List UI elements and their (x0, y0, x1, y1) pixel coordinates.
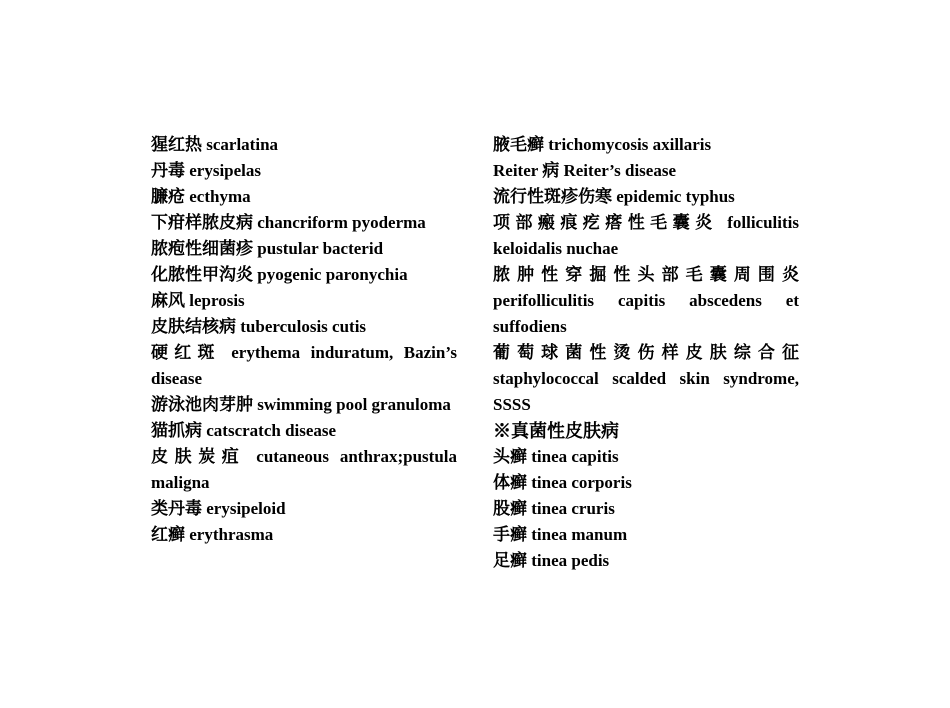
term-entry: 脓肿性穿掘性头部毛囊周围炎 perifolliculitis capitis abscedens et suffodiens (493, 265, 799, 336)
term-entry: 下疳样脓皮病 chancriform pyoderma (151, 213, 426, 232)
section-heading: ※真菌性皮肤病 (493, 421, 619, 441)
term-entry: 游泳池肉芽肿 swimming pool granuloma (151, 395, 451, 414)
term-entry: 葡萄球菌性烫伤样皮肤综合征 staphylococcal scalded skin syndrome, SSSS (493, 343, 799, 414)
left-term-column (151, 132, 457, 548)
term-entry: 项部瘢痕疙瘩性毛囊炎 folliculitis keloidalis nuchae (493, 213, 799, 258)
term-entry: 腋毛癣 trichomycosis axillaris (493, 135, 712, 154)
term-entry: 头癣 tinea capitis (493, 447, 619, 466)
term-entry: 红癣 erythrasma (151, 525, 274, 544)
term-entry: 硬红斑 erythema induratum, Bazin’s disease (151, 343, 457, 388)
term-entry: Reiter 病 Reiter’s disease (493, 161, 676, 180)
term-entry: 流行性斑疹伤寒 epidemic typhus (493, 187, 735, 206)
term-entry: 类丹毒 erysipeloid (151, 499, 286, 518)
term-entry: 足癣 tinea pedis (493, 551, 610, 570)
term-entry: 手癣 tinea manum (493, 525, 628, 544)
term-entry: 股癣 tinea cruris (493, 499, 615, 518)
term-entry: 丹毒 erysipelas (151, 161, 262, 180)
term-entry: 脓疱性细菌疹 pustular bacterid (151, 239, 384, 258)
term-entry: 猫抓病 catscratch disease (151, 421, 337, 440)
right-term-column (493, 132, 799, 574)
term-entry: 化脓性甲沟炎 pyogenic paronychia (151, 265, 408, 284)
term-entry: 体癣 tinea corporis (493, 473, 632, 492)
term-entry: 猩红热 scarlatina (151, 135, 279, 154)
term-entry: 皮肤炭疽 cutaneous anthrax;pustula maligna (151, 447, 457, 492)
term-entry: 臁疮 ecthyma (151, 187, 251, 206)
term-entry: 麻风 leprosis (151, 291, 245, 310)
term-entry: 皮肤结核病 tuberculosis cutis (151, 317, 367, 336)
